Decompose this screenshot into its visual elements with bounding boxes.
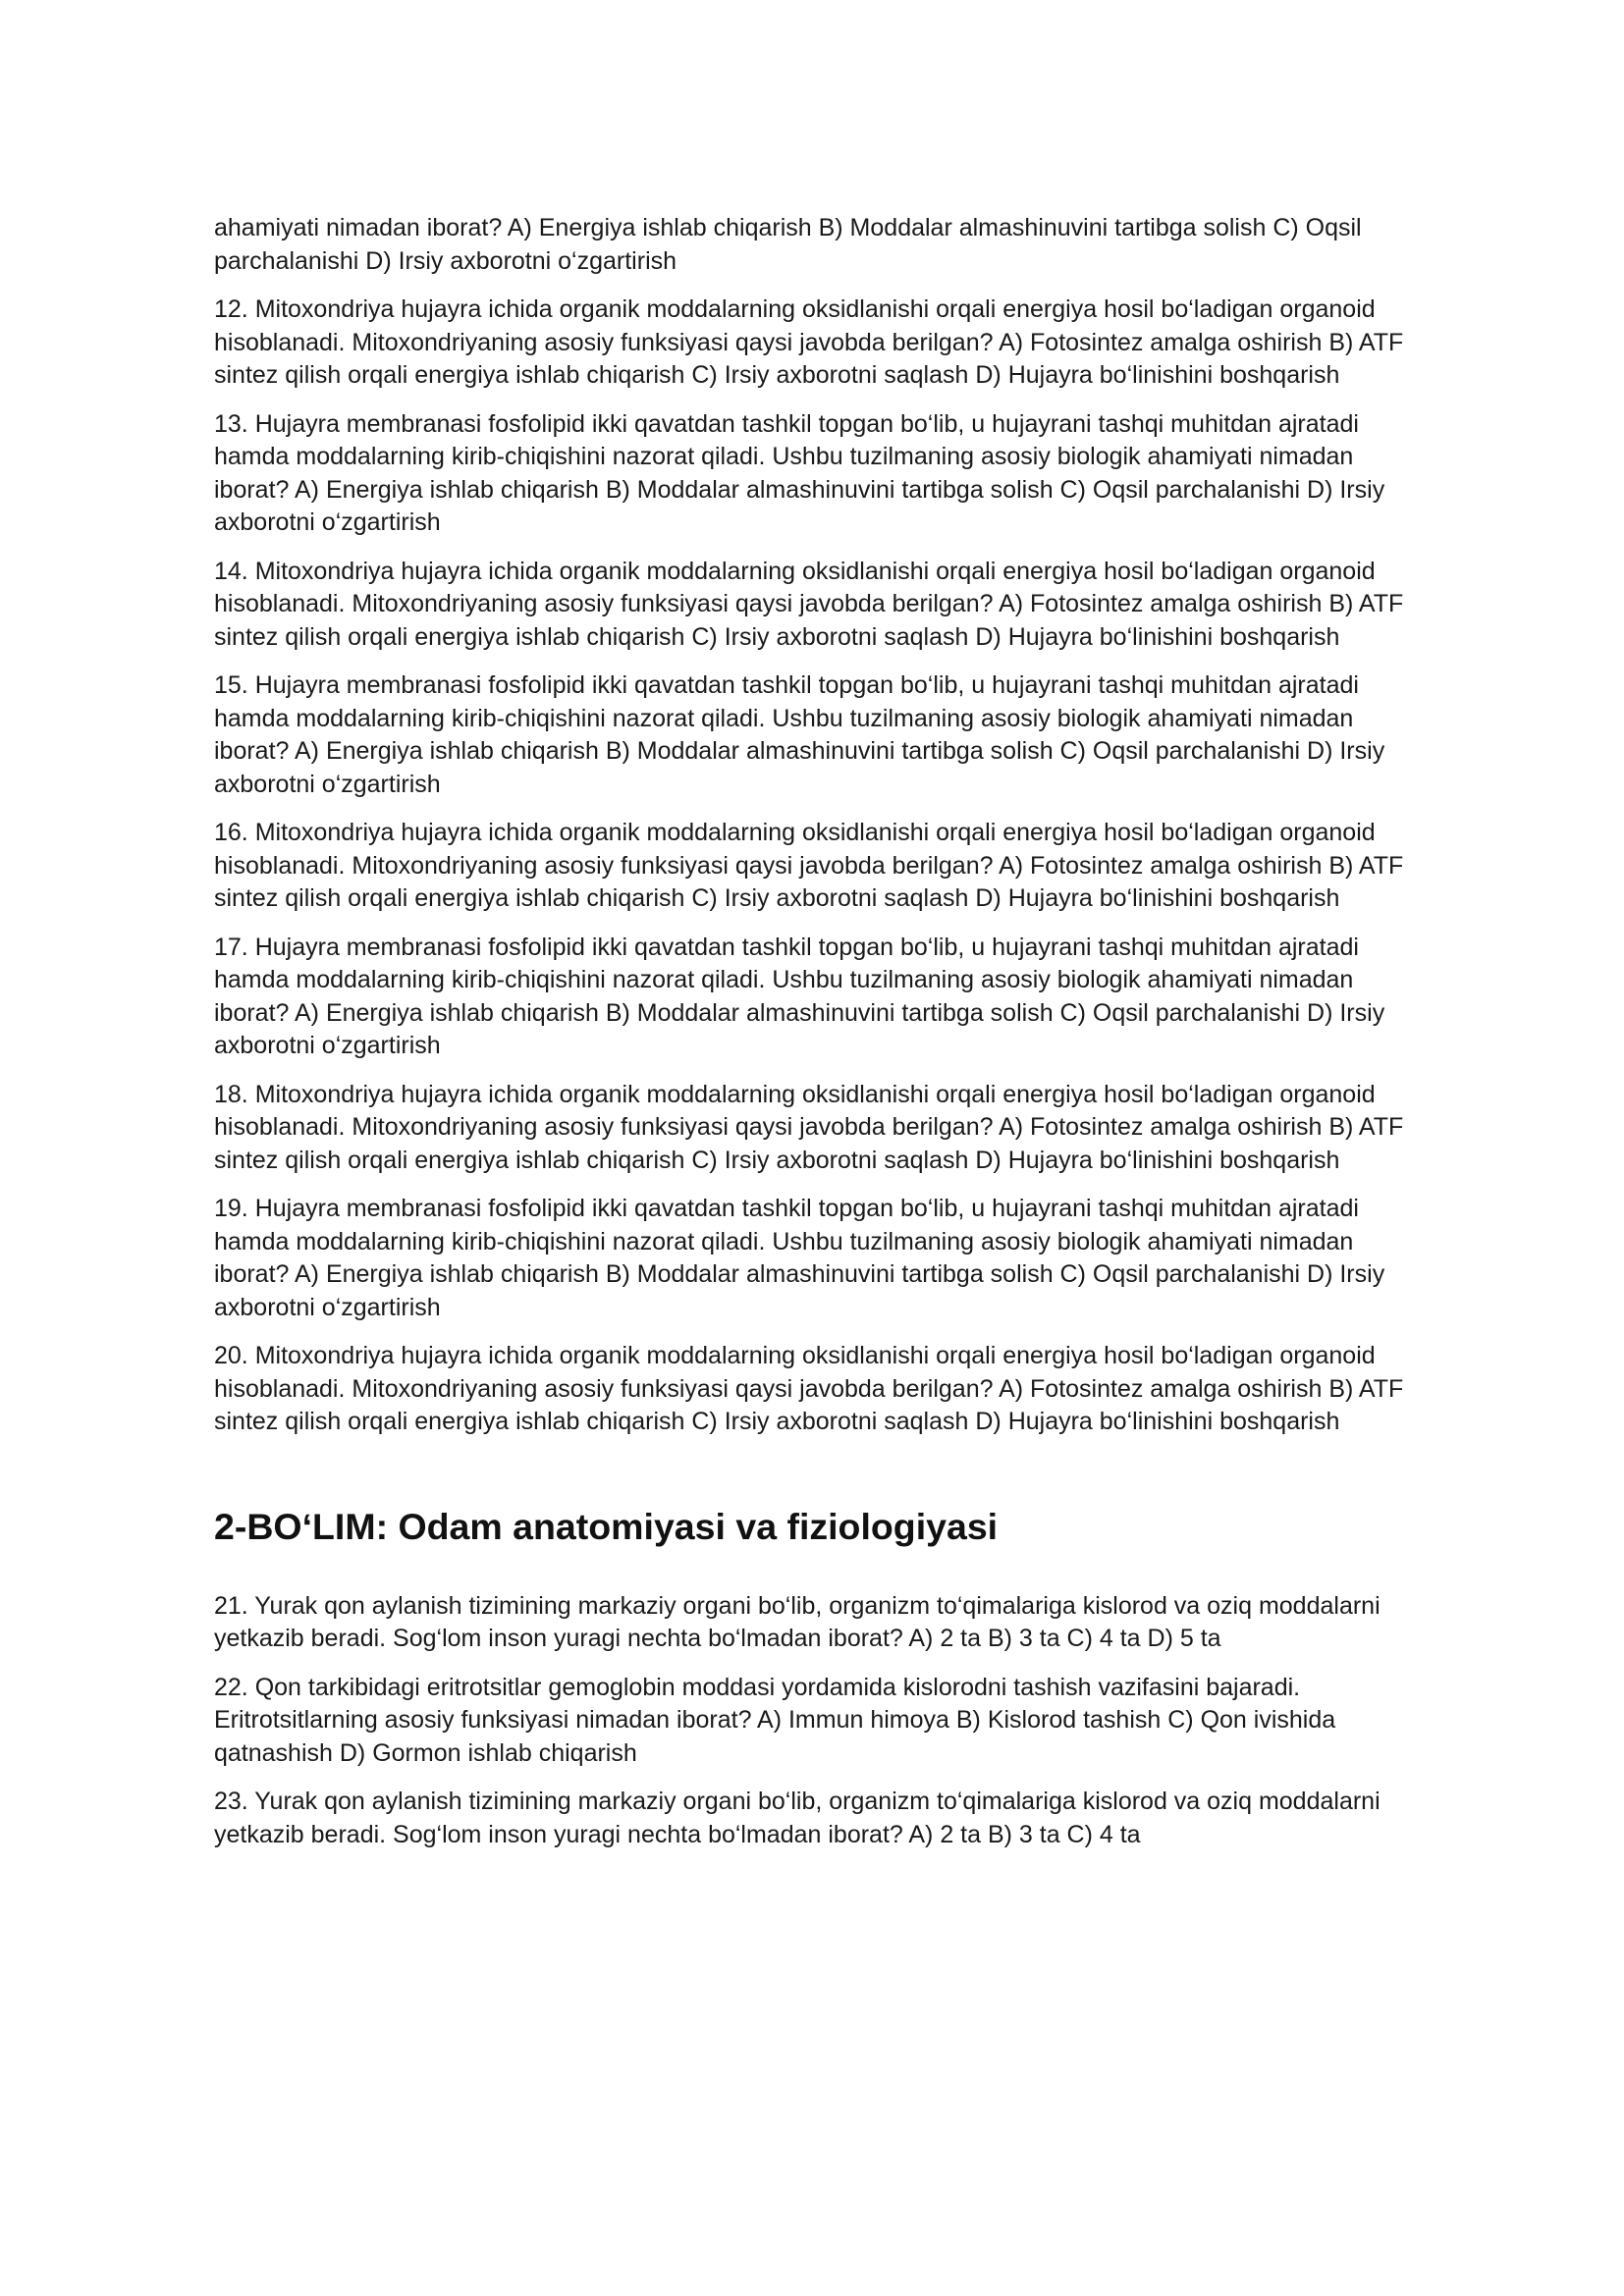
question-19: 19. Hujayra membranasi fosfolipid ikki qavatdan tashkil topgan bo‘lib, u hujayrani tashqi muhitdan ajratadi hamda moddalarning kirib-chiqishini nazorat qiladi. Ushbu tuzilmaning asosiy biologik ahamiyati nimadan iborat? A) Energiya ishlab chiqarish B) Moddalar almashinuvini tartibga solish C) Oqsil parchalanishi D) Irsiy axborotni o‘zgartirish [214, 1195, 1385, 1321]
question-17: 17. Hujayra membranasi fosfolipid ikki qavatdan tashkil topgan bo‘lib, u hujayrani tashqi muhitdan ajratadi hamda moddalarning kirib-chiqishini nazorat qiladi. Ushbu tuzilmaning asosiy biologik ahamiyati nimadan iborat? A) Energiya ishlab chiqarish B) Moddalar almashinuvini tartibga solish C) Oqsil parchalanishi D) Irsiy axborotni o‘zgartirish [214, 933, 1385, 1059]
question-13: 13. Hujayra membranasi fosfolipid ikki qavatdan tashkil topgan bo‘lib, u hujayrani tashqi muhitdan ajratadi hamda moddalarning kirib-chiqishini nazorat qiladi. Ushbu tuzilmaning asosiy biologik ahamiyati nimadan iborat? A) Energiya ishlab chiqarish B) Moddalar almashinuvini tartibga solish C) Oqsil parchalanishi D) Irsiy axborotni o‘zgartirish [214, 409, 1385, 536]
question-14: 14. Mitoxondriya hujayra ichida organik moddalarning oksidlanishi orqali energiya hosil bo‘ladigan organoid hisoblanadi. Mitoxondriyaning asosiy funksiyasi qaysi javobda berilgan? A) Fotosintez amalga oshirish B) ATF sintez qilish orqali energiya ishlab chiqarish C) Irsiy axborotni saqlash D) Hujayra bo‘linishini boshqarish [214, 557, 1404, 651]
question-18: 18. Mitoxondriya hujayra ichida organik moddalarning oksidlanishi orqali energiya hosil bo‘ladigan organoid hisoblanadi. Mitoxondriyaning asosiy funksiyasi qaysi javobda berilgan? A) Fotosintez amalga oshirish B) ATF sintez qilish orqali energiya ishlab chiqarish C) Irsiy axborotni saqlash D) Hujayra bo‘linishini boshqarish [214, 1080, 1404, 1174]
question-21: 21. Yurak qon aylanish tizimining markaziy organi bo‘lib, organizm to‘qimalariga kislorod va oziq moddalarni yetkazib beradi. Sog‘lom inson yuragi nechta bo‘lmadan iborat? A) 2 ta B) 3 ta C) 4 ta D) 5 ta [214, 1591, 1380, 1652]
question-16: 16. Mitoxondriya hujayra ichida organik moddalarning oksidlanishi orqali energiya hosil bo‘ladigan organoid hisoblanadi. Mitoxondriyaning asosiy funksiyasi qaysi javobda berilgan? A) Fotosintez amalga oshirish B) ATF sintez qilish orqali energiya ishlab chiqarish C) Irsiy axborotni saqlash D) Hujayra bo‘linishini boshqarish [214, 819, 1404, 912]
question-12: 12. Mitoxondriya hujayra ichida organik moddalarning oksidlanishi orqali energiya hosil bo‘ladigan organoid hisoblanadi. Mitoxondriyaning asosiy funksiyasi qaysi javobda berilgan? A) Fotosintez amalga oshirish B) ATF sintez qilish orqali energiya ishlab chiqarish C) Irsiy axborotni saqlash D) Hujayra bo‘linishini boshqarish [214, 295, 1404, 389]
question-22: 22. Qon tarkibidagi eritrotsitlar gemoglobin moddasi yordamida kislorodni tashish vazifasini bajaradi. Eritrotsitlarning asosiy funksiyasi nimadan iborat? A) Immun himoya B) Kislorod tashish C) Qon ivishida qatnashish D) Gormon ishlab chiqarish [214, 1673, 1336, 1767]
question-20: 20. Mitoxondriya hujayra ichida organik moddalarning oksidlanishi orqali energiya hosil bo‘ladigan organoid hisoblanadi. Mitoxondriyaning asosiy funksiyasi qaysi javobda berilgan? A) Fotosintez amalga oshirish B) ATF sintez qilish orqali energiya ishlab chiqarish C) Irsiy axborotni saqlash D) Hujayra bo‘linishini boshqarish [214, 1342, 1404, 1435]
question-15: 15. Hujayra membranasi fosfolipid ikki qavatdan tashkil topgan bo‘lib, u hujayrani tashqi muhitdan ajratadi hamda moddalarning kirib-chiqishini nazorat qiladi. Ushbu tuzilmaning asosiy biologik ahamiyati nimadan iborat? A) Energiya ishlab chiqarish B) Moddalar almashinuvini tartibga solish C) Oqsil parchalanishi D) Irsiy axborotni o‘zgartirish [214, 671, 1385, 798]
section-2-heading: 2-BO‘LIM: Odam anatomiyasi va fiziologiyasi [214, 1505, 999, 1547]
document-page [214, 212, 1422, 1867]
question-23: 23. Yurak qon aylanish tizimining markaziy organi bo‘lib, organizm to‘qimalariga kislorod va oziq moddalarni yetkazib beradi. Sog‘lom inson yuragi nechta bo‘lmadan iborat? A) 2 ta B) 3 ta C) 4 ta [214, 1788, 1380, 1848]
question-11-continuation: ahamiyati nimadan iborat? A) Energiya ishlab chiqarish B) Moddalar almashinuvini tartibga solish C) Oqsil parchalanishi D) Irsiy axborotni o‘zgartirish [214, 214, 1362, 275]
